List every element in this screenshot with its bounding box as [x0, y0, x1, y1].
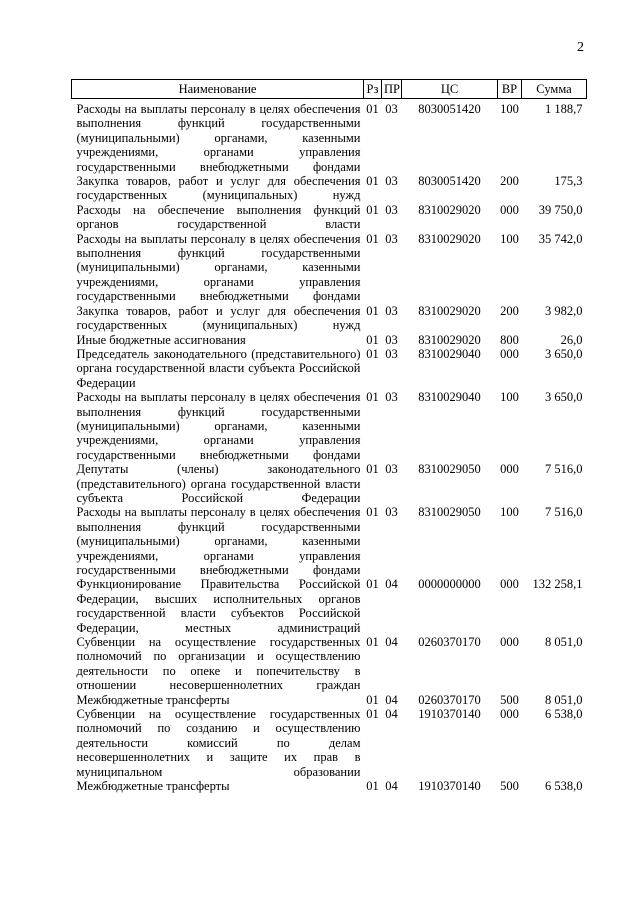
row-vr: 000: [500, 635, 519, 650]
row-rz: 01: [366, 102, 379, 116]
table-row: [72, 347, 587, 390]
row-name: Закупка товаров, работ и услуг для обеспечения государственных (муниципальных) нужд: [76, 174, 361, 203]
row-sum: 8 051,0: [545, 692, 583, 707]
row-pr: 03: [385, 102, 398, 116]
row-vr: 000: [500, 577, 519, 592]
row-name: Межбюджетные трансферты: [76, 779, 230, 794]
table-header-row: [72, 80, 587, 99]
table-row: [72, 304, 587, 333]
row-pr: 03: [385, 231, 398, 246]
row-name: Субвенции на осуществление государственных полномочий по организации и осуществлению деятельности по опеке и попечительству в отношении несовершеннолетних граждан: [76, 635, 361, 693]
row-sum: 175,3: [554, 174, 583, 189]
row-rz: 01: [366, 707, 379, 722]
row-pr: 03: [385, 174, 398, 189]
row-rz: 01: [366, 779, 379, 794]
row-name: Иные бюджетные ассигнования: [76, 332, 246, 347]
table-row: [72, 635, 587, 693]
row-rz: 01: [366, 303, 379, 318]
row-cs: 8030051420: [418, 102, 481, 116]
page-number: 2: [577, 40, 584, 55]
row-cs: 0260370170: [418, 635, 481, 650]
row-pr: 04: [385, 692, 398, 707]
row-name: Расходы на выплаты персоналу в целях обеспечения выполнения функций государственными (муниципальными) органами, казенными учреждениями, органами управления государственными внебюджетными фондами: [76, 231, 361, 304]
row-name: Межбюджетные трансферты: [76, 692, 230, 707]
table-row: [72, 232, 587, 304]
row-pr: 03: [385, 303, 398, 318]
row-vr: 000: [500, 707, 519, 722]
table-row: [72, 99, 587, 175]
row-pr: 03: [385, 505, 398, 520]
row-rz: 01: [366, 390, 379, 405]
row-sum: 7 516,0: [545, 462, 583, 477]
row-sum: 8 051,0: [545, 635, 583, 650]
row-sum: 6 538,0: [545, 707, 583, 722]
row-cs: 8310029020: [418, 303, 481, 318]
row-rz: 01: [366, 332, 379, 347]
row-rz: 01: [366, 231, 379, 246]
row-cs: 8310029020: [418, 202, 481, 217]
row-sum: 35 742,0: [538, 231, 583, 246]
row-pr: 03: [385, 390, 398, 405]
table-row: [72, 390, 587, 462]
row-pr: 04: [385, 779, 398, 794]
row-vr: 000: [500, 202, 519, 217]
column-header-name: Наименование: [72, 80, 364, 99]
row-pr: 03: [385, 346, 398, 361]
row-name: Закупка товаров, работ и услуг для обеспечения государственных (муниципальных) нужд: [76, 303, 361, 333]
row-vr: 000: [500, 346, 519, 361]
row-cs: 8030051420: [418, 174, 481, 189]
row-pr: 03: [385, 202, 398, 217]
row-vr: 500: [500, 692, 519, 707]
row-name: Расходы на выплаты персоналу в целях обеспечения выполнения функций государственными (муниципальными) органами, казенными учреждениями, органами управления государственными внебюджетными фондами: [76, 390, 361, 462]
row-name: Председатель законодательного (представительного) органа государственной власти субъекта Российской Федерации: [76, 346, 361, 390]
row-sum: 132 258,1: [532, 577, 583, 592]
row-vr: 100: [500, 231, 519, 246]
row-sum: 3 650,0: [545, 390, 583, 405]
row-name: Функционирование Правительства Российской Федерации, высших исполнительных органов государственной власти субъектов Российской Федерации, местных администраций: [76, 577, 361, 635]
row-cs: 1910370140: [418, 707, 481, 722]
table-row: [72, 333, 587, 347]
column-header-cs: ЦС: [402, 80, 498, 99]
row-name: Расходы на выплаты персоналу в целях обеспечения выполнения функций государственными (муниципальными) органами, казенными учреждениями, органами управления государственными внебюджетными фондами: [76, 102, 361, 174]
row-name: Расходы на выплаты персоналу в целях обеспечения выполнения функций государственными (муниципальными) органами, казенными учреждениями, органами управления государственными внебюджетными фондами: [76, 505, 361, 577]
table-row: [72, 577, 587, 635]
row-rz: 01: [366, 174, 379, 189]
table-row: [72, 707, 587, 779]
row-rz: 01: [366, 635, 379, 650]
row-pr: 04: [385, 707, 398, 722]
row-rz: 01: [366, 462, 379, 477]
table-row: [72, 505, 587, 577]
row-cs: 1910370140: [418, 779, 481, 794]
row-pr: 03: [385, 332, 398, 347]
row-sum: 6 538,0: [545, 779, 583, 794]
row-vr: 200: [500, 174, 519, 189]
row-sum: 1 188,7: [545, 102, 583, 116]
table-row: [72, 779, 587, 793]
row-vr: 500: [500, 779, 519, 794]
row-cs: 8310029040: [418, 390, 481, 405]
row-sum: 39 750,0: [538, 202, 583, 217]
row-cs: 8310029050: [418, 505, 481, 520]
row-sum: 3 650,0: [545, 346, 583, 361]
budget-table: [71, 79, 587, 794]
row-rz: 01: [366, 346, 379, 361]
table-row: [72, 174, 587, 203]
row-vr: 800: [500, 332, 519, 347]
row-cs: 8310029020: [418, 231, 481, 246]
row-name: Депутаты (члены) законодательного (представительного) органа государственной власти субъекта Российской Федерации: [76, 462, 361, 505]
row-rz: 01: [366, 202, 379, 217]
column-header-sum: Сумма: [522, 80, 587, 99]
row-vr: 100: [500, 505, 519, 520]
column-header-rz: Рз: [364, 80, 382, 99]
row-pr: 04: [385, 577, 398, 592]
row-cs: 8310029050: [418, 462, 481, 477]
row-vr: 200: [500, 303, 519, 318]
row-rz: 01: [366, 505, 379, 520]
row-cs: 8310029040: [418, 346, 481, 361]
row-vr: 100: [500, 390, 519, 405]
row-cs: 0260370170: [418, 692, 481, 707]
row-pr: 04: [385, 635, 398, 650]
table-row: [72, 462, 587, 505]
row-sum: 26,0: [560, 332, 583, 347]
row-cs: 0000000000: [418, 577, 481, 592]
row-sum: 7 516,0: [545, 505, 583, 520]
column-header-vr: ВР: [498, 80, 522, 99]
row-rz: 01: [366, 692, 379, 707]
row-pr: 03: [385, 462, 398, 477]
row-sum: 3 982,0: [545, 303, 583, 318]
table-row: [72, 693, 587, 707]
row-name: Субвенции на осуществление государственных полномочий по созданию и осуществлению деятельности комиссий по делам несовершеннолетних и защите их прав в муниципальном образовании: [76, 707, 361, 779]
row-vr: 100: [500, 102, 519, 116]
row-vr: 000: [500, 462, 519, 477]
row-cs: 8310029020: [418, 332, 481, 347]
row-rz: 01: [366, 577, 379, 592]
column-header-pr: ПР: [382, 80, 402, 99]
table-row: [72, 203, 587, 232]
row-name: Расходы на обеспечение выполнения функций органов государственной власти: [76, 202, 361, 232]
